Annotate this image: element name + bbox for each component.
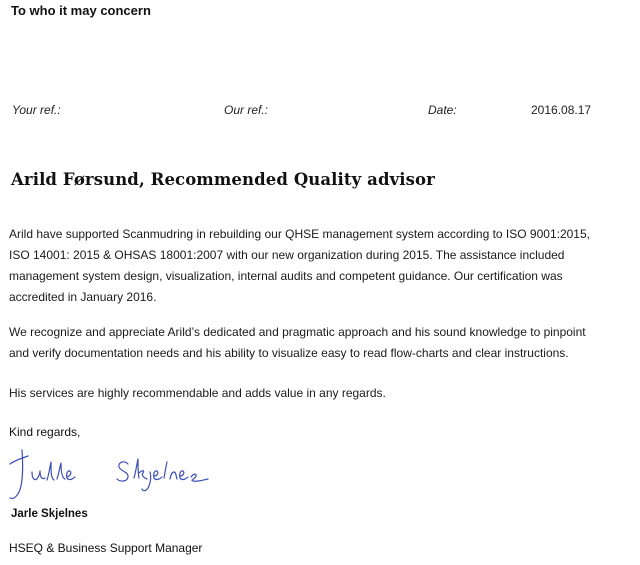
paragraph-line: management system design, visualization, internal audits and competent guidance. Our certification was xyxy=(9,269,563,283)
paragraph-line: His services are highly recommendable and adds value in any regards. xyxy=(9,386,386,400)
paragraph-2 xyxy=(9,322,621,364)
signatory-title: HSEQ & Business Support Manager xyxy=(9,541,203,555)
date-value: 2016.08.17 xyxy=(531,103,592,117)
paragraph-1 xyxy=(9,224,621,308)
paragraph-line: and verify documentation needs and his ability to visualize easy to read flow-charts and clear instructions. xyxy=(9,346,569,360)
your-ref-label: Your ref.: xyxy=(12,103,61,117)
letter-subject: Arild Førsund, Recommended Quality advisor xyxy=(11,170,435,189)
our-ref-label: Our ref.: xyxy=(224,103,269,117)
handwritten-signature xyxy=(0,446,230,508)
paragraph-3 xyxy=(9,383,621,404)
paragraph-line: We recognize and appreciate Arild’s dedicated and pragmatic approach and his sound knowledge to pinpoint xyxy=(9,325,586,339)
greeting: To who it may concern xyxy=(11,3,151,18)
closing: Kind regards, xyxy=(9,425,81,439)
paragraph-line: accredited in January 2016. xyxy=(9,290,157,304)
signatory-name: Jarle Skjelnes xyxy=(11,508,88,520)
paragraph-line: Arild have supported Scanmudring in rebuilding our QHSE management system according to ISO 9001:2015, xyxy=(9,227,590,241)
paragraph-line: ISO 14001: 2015 & OHSAS 18001:2007 with our new organization during 2015. The assistance included xyxy=(9,248,565,262)
date-label: Date: xyxy=(428,103,457,117)
